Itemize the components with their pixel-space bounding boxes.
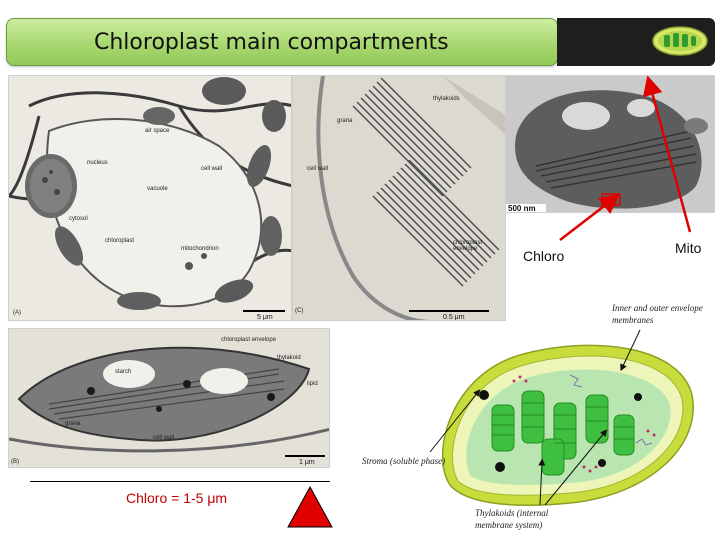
- panel-a-letter: (A): [13, 310, 21, 316]
- panel-c-letter: (C): [295, 308, 304, 314]
- label-chloroplast-envelope-b: chloroplast envelope: [221, 337, 277, 343]
- label-mitochondrion: mitochondrion: [181, 246, 219, 252]
- label-cell-wall-b: cell wall: [153, 435, 175, 441]
- label-vacuole: vacuole: [147, 186, 168, 192]
- label-chloroplast: chloroplast: [105, 238, 135, 244]
- label-air-space: air space: [145, 128, 170, 134]
- micrograph-panel-em: [505, 75, 715, 213]
- panel-a-scale: 5 μm: [257, 314, 273, 321]
- chloroplast-logo-icon: [650, 24, 710, 58]
- label-chloroplast-envelope-c: chloroplast envelope: [453, 240, 483, 252]
- size-divider: [30, 481, 330, 482]
- panel-c-scale-bar: [409, 310, 489, 312]
- label-thylakoids: thylakoids: [433, 96, 460, 102]
- label-starch: starch: [115, 369, 132, 375]
- mito-label: Mito: [675, 240, 702, 256]
- chloro-size-label: Chloro = 1-5 μm: [126, 490, 228, 506]
- label-cell-wall: cell wall: [201, 166, 223, 172]
- page-title: Chloroplast main compartments: [94, 30, 449, 55]
- label-cytosol: cytosol: [69, 216, 88, 222]
- stroma-note: Stroma (soluble phase): [362, 456, 446, 466]
- label-thylakoid: thylakoid: [277, 355, 301, 361]
- label-grana-b: grana: [65, 421, 81, 427]
- micrograph-panel-c: [292, 75, 506, 321]
- red-triangle-icon: [286, 485, 334, 529]
- label-nucleus: nucleus: [87, 160, 108, 166]
- panel-em-scale: 500 nm: [508, 204, 536, 213]
- panel-b-scale: 1 μm: [299, 459, 315, 466]
- micrograph-panel-a: [8, 75, 292, 321]
- label-cell-wall-c: cell wall: [307, 166, 329, 172]
- panel-c-scale: 0.5 μm: [443, 314, 465, 321]
- panel-a-scale-bar: [243, 310, 285, 312]
- chloroplast-diagram: [430, 335, 698, 507]
- label-lipid: lipid: [307, 381, 318, 387]
- panel-b-scale-bar: [285, 455, 325, 457]
- chloro-label: Chloro: [523, 248, 565, 264]
- panel-b-letter: (B): [11, 459, 19, 465]
- envelope-note: Inner and outer envelope membranes: [612, 303, 703, 325]
- micrograph-panel-b: [8, 328, 330, 468]
- thylakoid-note: Thylakoids (internal membrane system): [475, 508, 549, 530]
- label-grana: grana: [337, 118, 353, 124]
